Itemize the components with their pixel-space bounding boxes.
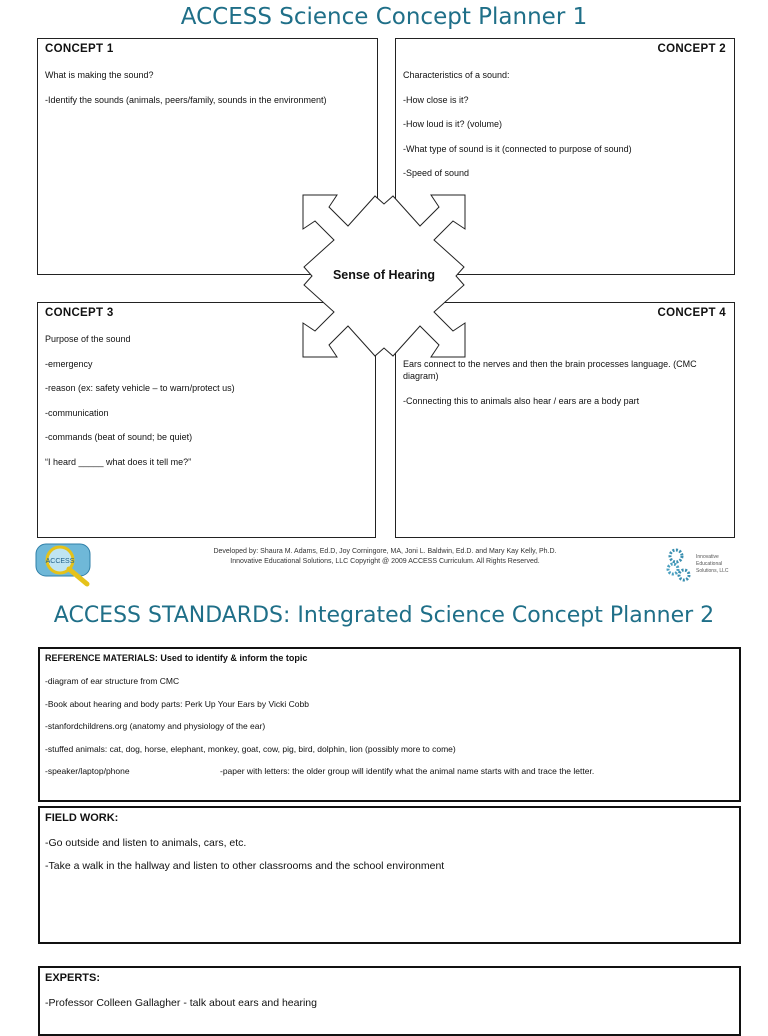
field-work-lines: [45, 838, 733, 884]
concept2-line: Characteristics of a sound:: [403, 70, 510, 80]
concept4-line: Ears connect to the nerves and then the brain processes language. (CMC diagram): [403, 359, 697, 381]
credit-line: Developed by: Shaura M. Adams, Ed.D, Joy Corningore, MA, Joni L. Baldwin, Ed.D. and Mary Kay Kelly, Ph.D.: [213, 548, 557, 555]
reference-lines: [45, 676, 733, 789]
concept1-heading: CONCEPT 1: [45, 43, 114, 55]
experts-line: -Professor Colleen Gallagher - talk about ears and hearing: [45, 997, 317, 1009]
reference-materials-panel: [38, 647, 741, 802]
experts-panel: [38, 966, 741, 1036]
reference-line-part: -speaker/laptop/phone: [45, 766, 130, 776]
svg-text:Solutions, LLC: Solutions, LLC: [696, 568, 729, 574]
concept3-line: -reason (ex: safety vehicle – to warn/protect us): [45, 383, 235, 394]
reference-line: -stuffed animals: cat, dog, horse, elephant, monkey, goat, cow, pig, bird, dolphin, lion (possibly more to come): [45, 743, 456, 754]
gear-icon: [664, 548, 734, 582]
concept2-heading: CONCEPT 2: [657, 43, 726, 55]
concept2-line: -What type of sound is it (connected to purpose of sound): [403, 143, 632, 154]
reference-line: [45, 766, 733, 777]
concept2-line: -How loud is it? (volume): [403, 119, 503, 130]
concept3-line: -commands (beat of sound; be quiet): [45, 432, 193, 443]
concept1-line: -Identify the sounds (animals, peers/family, sounds in the environment): [45, 94, 327, 105]
reference-line-part: -paper with letters: the older group will identify what the animal name starts with and trace the letter.: [220, 766, 595, 776]
credit-line: Innovative Educational Solutions, LLC Copyright @ 2009 ACCESS Curriculum. All Rights Reserved.: [230, 558, 540, 565]
reference-line: -Book about hearing and body parts: Perk Up Your Ears by Vicki Cobb: [45, 698, 309, 709]
concept2-lines: [403, 69, 726, 192]
reference-line: -diagram of ear structure from CMC: [45, 676, 180, 686]
concept1-lines: [45, 69, 369, 118]
credit-text: [170, 547, 600, 567]
concept4-heading: CONCEPT 4: [657, 307, 726, 319]
concept3-line: Purpose of the sound: [45, 334, 131, 344]
field-work-panel: [38, 806, 741, 944]
reference-heading: REFERENCE MATERIALS: Used to identify & inform the topic: [45, 653, 308, 663]
field-work-line: -Take a walk in the hallway and listen to other classrooms and the school environment: [45, 860, 445, 872]
svg-text:Innovative: Innovative: [696, 554, 719, 560]
planner1-title: ACCESS Science Concept Planner 1: [180, 4, 588, 30]
reference-line: -stanfordchildrens.org (anatomy and physiology of the ear): [45, 721, 266, 731]
planner2-title: ACCESS STANDARDS: Integrated Science Concept Planner 2: [53, 603, 715, 628]
center-topic-label: Sense of Hearing: [332, 268, 436, 282]
concept4-line: -Connecting this to animals also hear / ears are a body part: [403, 395, 640, 406]
field-work-line: -Go outside and listen to animals, cars, etc.: [45, 837, 247, 849]
concept2-line: -How close is it?: [403, 94, 469, 105]
concept3-heading: CONCEPT 3: [45, 307, 114, 319]
concept4-lines: [403, 358, 726, 419]
concept1-line: What is making the sound?: [45, 70, 154, 80]
experts-lines: [45, 998, 733, 1009]
concept3-line: -communication: [45, 407, 109, 418]
concept3-line: “I heard _____ what does it tell me?”: [45, 456, 192, 467]
concept2-line: -Speed of sound: [403, 168, 470, 179]
svg-text:Educational: Educational: [696, 561, 723, 567]
concept3-line: -emergency: [45, 358, 93, 369]
experts-heading: EXPERTS:: [45, 972, 101, 984]
svg-text:ACCESS: ACCESS: [45, 558, 75, 565]
access-logo: [35, 540, 105, 588]
field-work-heading: FIELD WORK:: [45, 812, 119, 824]
